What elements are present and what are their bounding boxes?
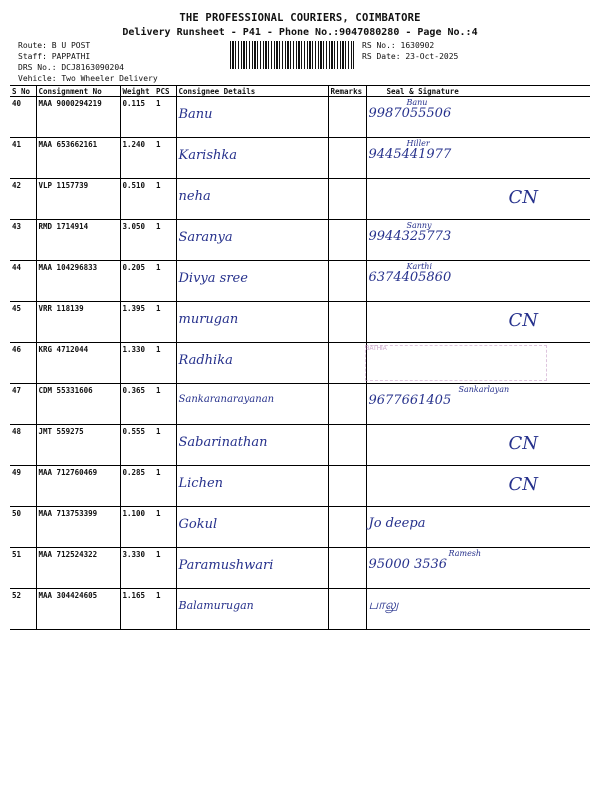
row-weight: 3.050 [120, 220, 154, 261]
row-consignee [176, 220, 328, 261]
handwritten-signature: Sankarlayan 9677661405 [368, 385, 510, 409]
handwritten-name: murugan [178, 312, 239, 327]
row-signature [366, 261, 590, 302]
row-weight: 0.205 [120, 261, 154, 302]
runsheet-subtitle: Delivery Runsheet - P41 - Phone No.:9047080280 - Page No.:4 [122, 27, 478, 38]
handwritten-signature: Banu 9987055506 [368, 98, 452, 122]
handwritten-name: Divya sree [178, 271, 248, 286]
handwritten-name: Saranya [178, 230, 233, 245]
row-weight: 0.285 [120, 466, 154, 507]
row-remarks [328, 466, 366, 507]
table-row [10, 466, 590, 507]
row-weight: 1.100 [120, 507, 154, 548]
row-consignment: CDM 55331606 [36, 384, 120, 425]
handwritten-signature: Sanny 9944325773 [368, 221, 452, 245]
row-pcs: 1 [154, 302, 176, 343]
handwritten-signature: Karthi 6374405860 [368, 262, 452, 286]
col-weight: Weight [120, 86, 154, 97]
row-signature [366, 343, 590, 384]
row-signature [366, 138, 590, 179]
row-sno: 43 [10, 220, 36, 261]
table-row [10, 179, 590, 220]
col-consignment: Consignment No [36, 86, 120, 97]
table-header-row [10, 86, 590, 97]
handwritten-name: Banu [178, 107, 213, 122]
row-sno: 47 [10, 384, 36, 425]
row-consignment: MAA 713753399 [36, 507, 120, 548]
col-sno: S No [10, 86, 36, 97]
row-sno: 50 [10, 507, 36, 548]
row-remarks [328, 179, 366, 220]
handwritten-name: Radhika [178, 353, 233, 368]
table-row [10, 425, 590, 466]
table-row [10, 548, 590, 589]
row-consignee [176, 548, 328, 589]
row-consignee [176, 425, 328, 466]
table-row [10, 220, 590, 261]
row-pcs: 1 [154, 466, 176, 507]
row-signature [366, 179, 590, 220]
col-remarks: Remarks [328, 86, 366, 97]
row-consignee [176, 179, 328, 220]
handwritten-name: Sabarinathan [178, 435, 268, 450]
row-remarks [328, 138, 366, 179]
row-signature [366, 384, 590, 425]
cn-mark: CN [508, 310, 538, 331]
table-row [10, 261, 590, 302]
row-sno: 44 [10, 261, 36, 302]
table-row [10, 507, 590, 548]
table-row [10, 302, 590, 343]
company-title: THE PROFESSIONAL COURIERS, COIMBATORE [179, 12, 421, 24]
row-consignment: MAA 104296833 [36, 261, 120, 302]
handwritten-name: Karishka [178, 148, 238, 163]
row-signature [366, 466, 590, 507]
row-pcs: 1 [154, 548, 176, 589]
vehicle-label: Vehicle: Two Wheeler Delivery [18, 74, 158, 83]
staff-label: Staff: PAPPATHI [18, 52, 91, 61]
row-pcs: 1 [154, 343, 176, 384]
row-sno: 52 [10, 589, 36, 630]
row-consignment: VRR 118139 [36, 302, 120, 343]
row-weight: 1.395 [120, 302, 154, 343]
row-remarks [328, 220, 366, 261]
row-consignee [176, 343, 328, 384]
row-consignee [176, 589, 328, 630]
row-signature [366, 507, 590, 548]
row-weight: 0.555 [120, 425, 154, 466]
row-consignment: RMD 1714914 [36, 220, 120, 261]
row-consignee [176, 384, 328, 425]
row-signature [366, 548, 590, 589]
row-weight: 0.510 [120, 179, 154, 220]
row-pcs: 1 [154, 220, 176, 261]
handwritten-signature: Ramesh 95000 3536 [368, 549, 482, 573]
row-remarks [328, 425, 366, 466]
row-weight: 0.115 [120, 97, 154, 138]
drs-number: DRS No.: DCJ8163090204 [18, 63, 124, 72]
row-consignee [176, 261, 328, 302]
row-consignee [176, 302, 328, 343]
col-seal-signature: Seal & Signature [366, 86, 590, 97]
handwritten-signature: Jo deepa [368, 516, 426, 532]
handwritten-name: Lichen [178, 476, 224, 491]
handwritten-name: Paramushwari [178, 558, 274, 573]
handwritten-name: neha [178, 189, 211, 204]
row-sno: 41 [10, 138, 36, 179]
row-weight: 1.330 [120, 343, 154, 384]
row-sno: 45 [10, 302, 36, 343]
row-consignment: MAA 712524322 [36, 548, 120, 589]
handwritten-signature: Hiller 9445441977 [368, 139, 452, 163]
row-sno: 49 [10, 466, 36, 507]
rs-date: RS Date: 23-Oct-2025 [362, 52, 459, 61]
handwritten-name: Sankaranarayanan [178, 394, 275, 405]
cn-mark: CN [508, 187, 538, 208]
row-consignment: MAA 712760469 [36, 466, 120, 507]
row-sno: 46 [10, 343, 36, 384]
col-consignee: Consignee Details [176, 86, 328, 97]
row-consignment: MAA 304424605 [36, 589, 120, 630]
row-pcs: 1 [154, 97, 176, 138]
row-pcs: 1 [154, 425, 176, 466]
row-remarks [328, 384, 366, 425]
row-remarks [328, 302, 366, 343]
row-pcs: 1 [154, 507, 176, 548]
row-signature [366, 589, 590, 630]
row-consignment: KRG 4712044 [36, 343, 120, 384]
row-remarks [328, 589, 366, 630]
row-sno: 40 [10, 97, 36, 138]
row-consignment: JMT 559275 [36, 425, 120, 466]
row-remarks [328, 261, 366, 302]
row-consignment: VLP 1157739 [36, 179, 120, 220]
table-row [10, 384, 590, 425]
route-label: Route: B U POST [18, 41, 91, 50]
row-consignee [176, 507, 328, 548]
row-remarks [328, 97, 366, 138]
table-row [10, 97, 590, 138]
rs-number: RS No.: 1630902 [362, 41, 435, 50]
barcode [230, 41, 354, 69]
row-pcs: 1 [154, 179, 176, 220]
row-signature [366, 97, 590, 138]
handwritten-name: Gokul [178, 517, 218, 532]
row-sno: 42 [10, 179, 36, 220]
handwritten-name: Balamurugan [178, 599, 254, 612]
row-remarks [328, 343, 366, 384]
row-signature [366, 302, 590, 343]
cn-mark: CN [508, 474, 538, 495]
seal-stamp: BATHIA [365, 345, 547, 381]
cn-mark: CN [508, 433, 538, 454]
table-row [10, 589, 590, 630]
row-weight: 0.365 [120, 384, 154, 425]
row-weight: 1.165 [120, 589, 154, 630]
row-pcs: 1 [154, 138, 176, 179]
row-signature [366, 425, 590, 466]
row-pcs: 1 [154, 589, 176, 630]
row-consignee [176, 97, 328, 138]
row-consignment: MAA 653662161 [36, 138, 120, 179]
col-pcs: PCS [154, 86, 176, 97]
row-remarks [328, 507, 366, 548]
row-remarks [328, 548, 366, 589]
row-sno: 48 [10, 425, 36, 466]
row-consignee [176, 138, 328, 179]
handwritten-signature: பாலு [368, 598, 399, 614]
row-consignee [176, 466, 328, 507]
row-pcs: 1 [154, 261, 176, 302]
row-consignment: MAA 9000294219 [36, 97, 120, 138]
row-weight: 3.330 [120, 548, 154, 589]
runsheet-table [10, 85, 590, 630]
table-row [10, 138, 590, 179]
table-row [10, 343, 590, 384]
row-sno: 51 [10, 548, 36, 589]
row-pcs: 1 [154, 384, 176, 425]
row-signature [366, 220, 590, 261]
row-weight: 1.240 [120, 138, 154, 179]
